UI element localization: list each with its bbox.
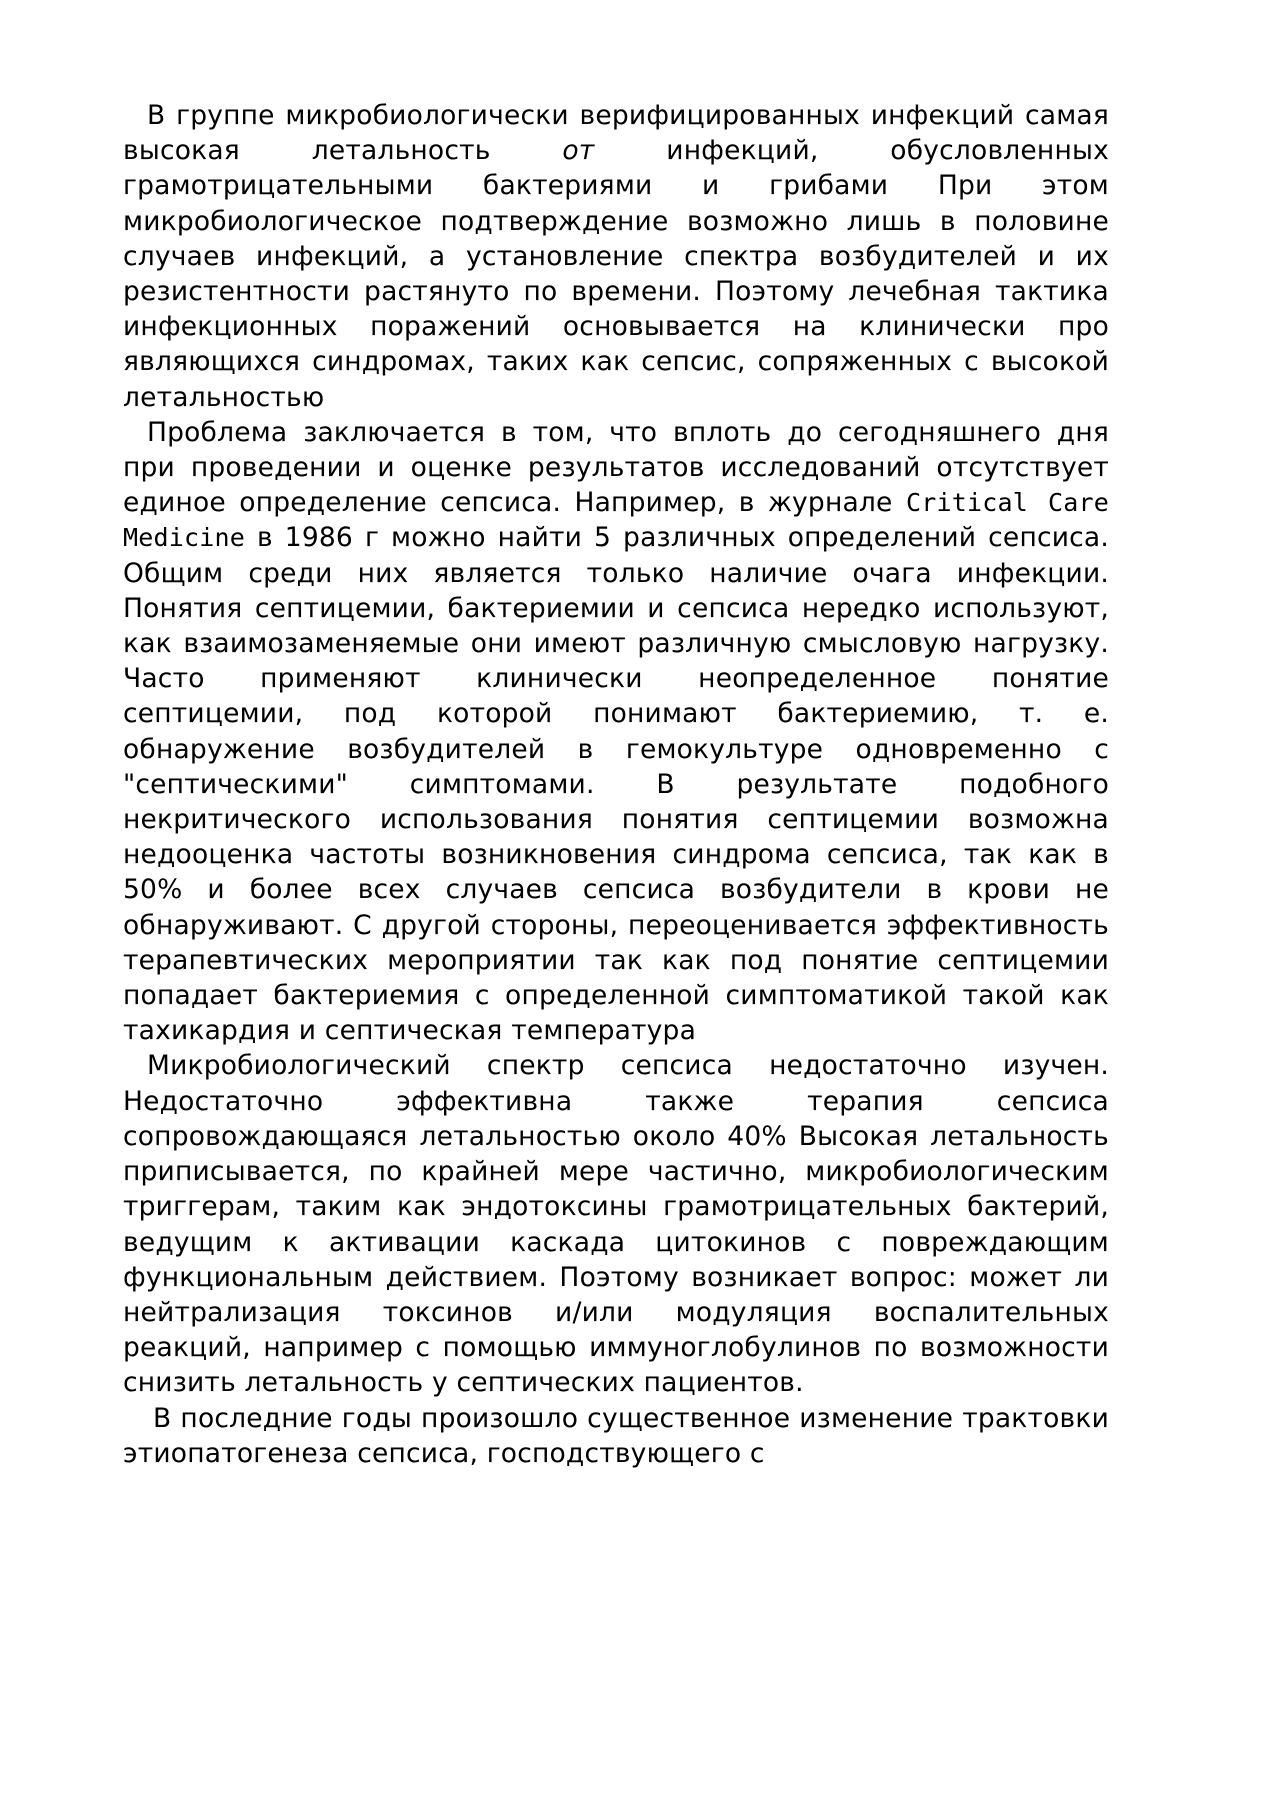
document-page — [123, 98, 1109, 1471]
paragraph-3 — [123, 1048, 1109, 1400]
paragraph-2-text-a: Проблема заключается в том, что вплоть до сегодняшнего дня при проведении и оценке результатов исследований отсутствует единое определение сепсиса. Например, в журнале — [123, 416, 1109, 519]
paragraph-4 — [123, 1401, 1109, 1471]
paragraph-2-text-b: в 1986 г можно найти 5 различных определений сепсиса. Общим среди них является только наличие очага инфекции. Понятия септицемии, бактериемии и сепсиса нередко используют, как взаимозаменяемые они имеют различную смысловую нагрузку. Часто применяют клинически неопределенное понятие септицемии, под которой понимают бактериемию, т. е. обнаружение возбудителей в гемокультуре одновременно с "септическими" симптомами. В результате подобного некритического использования понятия септицемии возможна недооценка частоты возникновения синдрома сепсиса, так как в 50% и более всех случаев сепсиса возбудители в крови не обнаруживают. С другой стороны, переоценивается эффективность терапевтических мероприятии так как под понятие септицемии попадает бактериемия с определенной симптоматикой такой как тахикардия и септическая температура — [123, 522, 1109, 1047]
paragraph-1 — [123, 98, 1109, 415]
paragraph-4-text: В последние годы произошло существенное изменение трактовки этиопатогенеза сепсиса, господствующего с — [123, 1402, 1109, 1469]
paragraph-2 — [123, 415, 1109, 1049]
paragraph-3-text: Микробиологический спектр сепсиса недостаточно изучен. Недостаточно эффективна также терапия сепсиса сопровождающаяся летальностью около 40% Высокая летальность приписывается, по крайней мере частично, микробиологическим триггерам, таким как эндотоксины грамотрицательных бактерий, ведущим к активации каскада цитокинов с повреждающим функциональным действием. Поэтому возникает вопрос: может ли нейтрализация токсинов и/или модуляция воспалительных реакций, например с помощью иммуноглобулинов по возможности снизить летальность у септических пациентов. — [123, 1050, 1109, 1399]
paragraph-1-text-a: В группе микробиологически верифицированных инфекций самая высокая летальность — [123, 100, 1109, 167]
paragraph-1-italic-word: от — [562, 135, 595, 167]
journal-name: Critical Care Medicine — [123, 488, 1109, 553]
paragraph-1-text-b: инфекций, обусловленных грамотрицательными бактериями и грибами При этом микробиологическое подтверждение возможно лишь в половине случаев инфекций, а установление спектра возбудителей и их резистентности растянуто по времени. Поэтому лечебная тактика инфекционных поражений основывается на клинически про являющихся синдромах, таких как сепсис, сопряженных с высокой летальностью — [123, 135, 1109, 413]
